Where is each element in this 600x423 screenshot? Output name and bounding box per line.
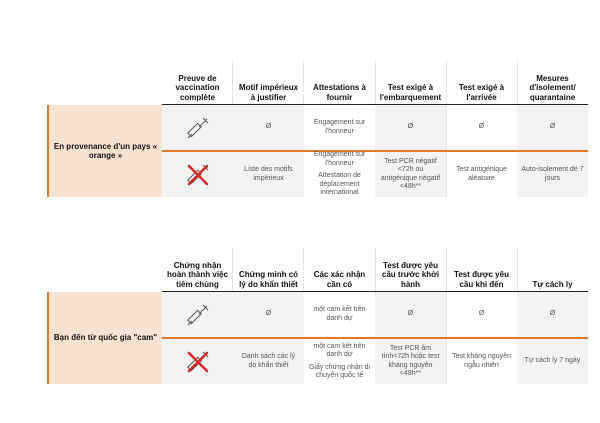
cell: Ø	[233, 292, 304, 337]
table-header	[162, 60, 588, 104]
cell-attestations	[304, 152, 375, 197]
header-isolation: Mesures d'isolement/ quarantaine	[529, 73, 576, 102]
cell: Test kháng nguyên ngẫu nhiên	[452, 353, 511, 369]
cell: Ø	[375, 292, 446, 337]
cell-confirmations	[304, 339, 375, 384]
origin-label: Bạn đến từ quốc gia "cam"	[47, 292, 162, 384]
header-test-departure: Test được yêu cầu trước khởi hành	[381, 260, 440, 289]
origin-label: En provenance d'un pays « orange »	[47, 105, 162, 197]
cell: Ø	[375, 105, 446, 150]
cell: Ø	[478, 310, 485, 318]
cell: Tự cách ly 7 ngày	[517, 339, 588, 384]
cell: Ø	[478, 123, 485, 131]
cell: một cam kết trên danh dự	[313, 306, 366, 322]
cell: Liste des motifs impérieux	[233, 152, 304, 197]
header-motif: Motif impérieux à justifier	[238, 83, 299, 102]
table-row	[162, 152, 588, 197]
cell: Test PCR âm tính<72h hoặc test kháng nguyên <48h**	[375, 339, 446, 384]
cell: Ø	[517, 105, 588, 150]
header-test-arrival: Test được yêu cầu khi đến	[454, 270, 509, 289]
cell: Ø	[233, 105, 304, 150]
header-reason: Chứng minh có lý do khẩn thiết	[238, 270, 299, 289]
table-header	[162, 247, 588, 291]
header-confirmations: Các xác nhận cần có	[313, 270, 366, 289]
header-vaccination: Preuve de vaccination complète	[175, 73, 220, 102]
header-attestations: Attestations à fournir	[313, 83, 366, 102]
crossed-syringe-icon	[162, 339, 233, 384]
cell-line: Engagement sur l'honneur	[313, 151, 366, 167]
header-test-departure: Test exigé à l'embarquement	[379, 83, 442, 102]
cell: Test PCR négatif <72h ou antigénique négatif <48h**	[375, 152, 446, 197]
syringe-icon	[162, 292, 233, 337]
syringe-icon	[162, 105, 233, 150]
header-vaccination: Chứng nhận hoàn thành việc tiêm chủng	[167, 260, 228, 289]
table-french	[47, 60, 588, 197]
header-test-arrival: Test exigé à l'arrivée	[458, 83, 505, 102]
cell-line: Attestation de déplacement international	[318, 172, 361, 197]
header-isolation: Tự cách ly	[532, 279, 573, 289]
table-row	[162, 105, 588, 150]
cell: Engagement sur l'honneur	[313, 119, 366, 135]
cell: Danh sách các lý do khẩn thiết	[233, 339, 304, 384]
table-row	[162, 292, 588, 337]
table-vietnamese	[47, 247, 588, 384]
cell: Auto-isolement de 7 jours	[517, 152, 588, 197]
cell: Ø	[517, 292, 588, 337]
crossed-syringe-icon	[162, 152, 233, 197]
cell-line: một cam kết trên danh dự	[313, 342, 366, 358]
cell-line: Giấy chứng nhận di chuyển quốc tế	[308, 363, 371, 379]
cell: Test antigénique aléatoire	[456, 166, 507, 182]
table-row	[162, 339, 588, 384]
